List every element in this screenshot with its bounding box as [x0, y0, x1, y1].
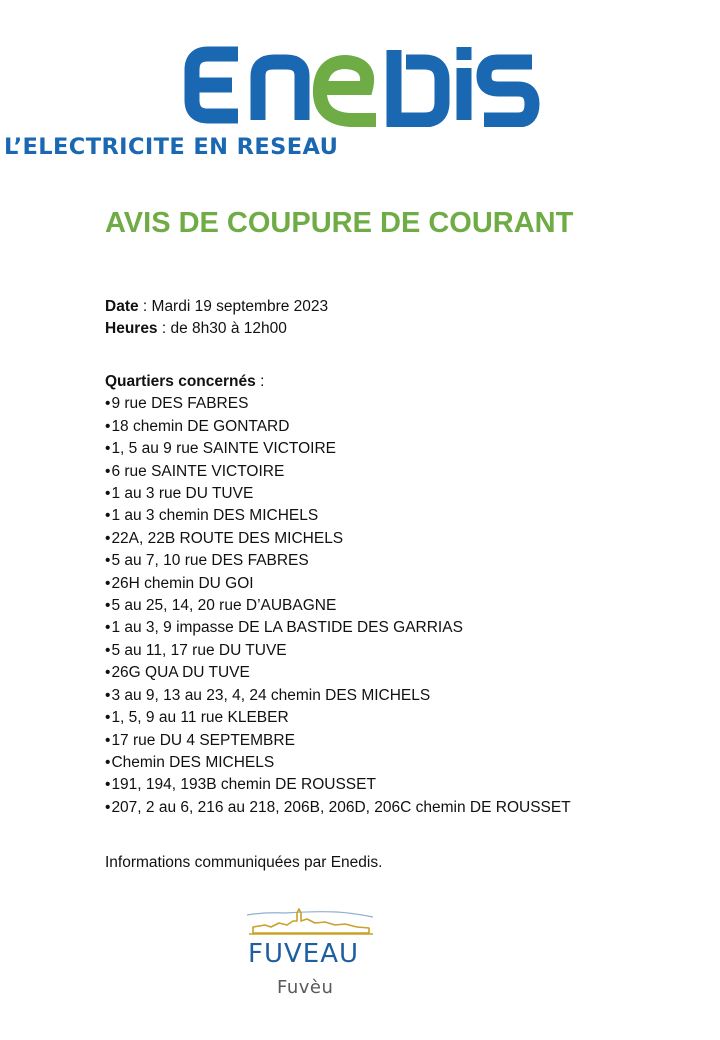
hours-label: Heures	[105, 320, 158, 337]
street-item: • 26G QUA DU TUVE	[105, 662, 571, 684]
affected-areas-heading	[105, 371, 571, 393]
affected-areas	[105, 371, 571, 819]
street-item: • 1 au 3 rue DU TUVE	[105, 483, 571, 505]
hours-value: : de 8h30 à 12h00	[157, 320, 287, 337]
street-item: • 5 au 25, 14, 20 rue D’AUBAGNE	[105, 595, 571, 617]
town-name-provencal: Fuvèu	[277, 977, 334, 998]
street-item: • 191, 194, 193B chemin DE ROUSSET	[105, 774, 571, 796]
enedis-tagline: L’ELECTRICITE EN RESEAU	[4, 134, 339, 160]
street-item: • 1, 5 au 9 rue SAINTE VICTOIRE	[105, 438, 571, 460]
hours-line	[105, 318, 328, 340]
affected-areas-heading-text: Quartiers concernés	[105, 373, 256, 390]
street-item: • 5 au 7, 10 rue DES FABRES	[105, 550, 571, 572]
street-item: • 207, 2 au 6, 216 au 218, 206B, 206D, 206C chemin DE ROUSSET	[105, 797, 571, 819]
date-value: : Mardi 19 septembre 2023	[138, 298, 329, 315]
street-item: • 18 chemin DE GONTARD	[105, 416, 571, 438]
enedis-wordmark-icon	[180, 42, 545, 127]
street-item: • 1, 5, 9 au 11 rue KLEBER	[105, 707, 571, 729]
street-item: • 17 rue DU 4 SEPTEMBRE	[105, 730, 571, 752]
street-item: • 1 au 3 chemin DES MICHELS	[105, 505, 571, 527]
date-line	[105, 296, 328, 318]
fuveau-logo	[245, 903, 375, 1003]
notice-title: AVIS DE COUPURE DE COURANT	[105, 207, 574, 239]
affected-areas-heading-suffix: :	[255, 373, 265, 390]
village-skyline-icon	[245, 903, 375, 937]
outage-info	[105, 296, 328, 340]
street-item: • 3 au 9, 13 au 23, 4, 24 chemin DES MICHELS	[105, 685, 571, 707]
street-item: • 26H chemin DU GOI	[105, 573, 571, 595]
source-note: Informations communiquées par Enedis.	[105, 854, 383, 871]
date-label: Date	[105, 298, 139, 315]
street-item: • 5 au 11, 17 rue DU TUVE	[105, 640, 571, 662]
street-item: • 6 rue SAINTE VICTOIRE	[105, 461, 571, 483]
street-list	[105, 393, 571, 819]
street-item: • Chemin DES MICHELS	[105, 752, 571, 774]
street-item: • 1 au 3, 9 impasse DE LA BASTIDE DES GARRIAS	[105, 617, 571, 639]
street-item: • 9 rue DES FABRES	[105, 393, 571, 415]
street-item: • 22A, 22B ROUTE DES MICHELS	[105, 528, 571, 550]
town-name: FUVEAU	[248, 939, 360, 969]
